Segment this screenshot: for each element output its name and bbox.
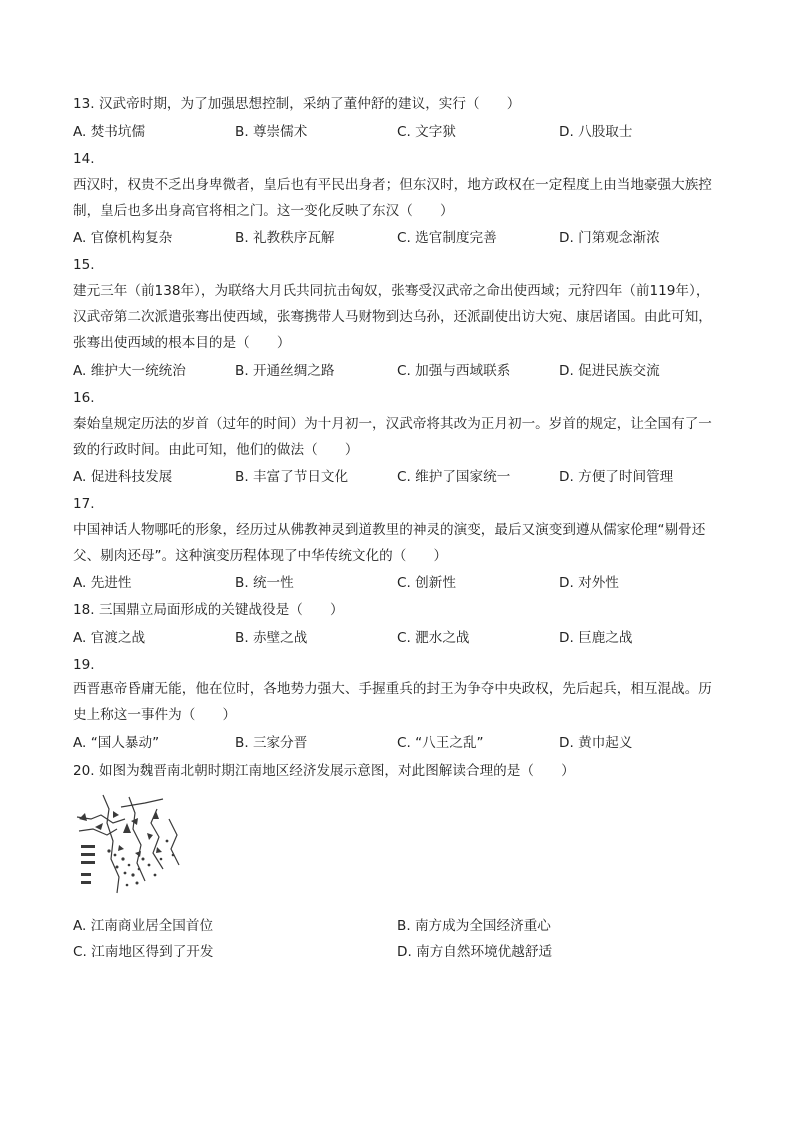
question-20-option-a[interactable]: A. 江南商业居全国首位 bbox=[73, 918, 214, 934]
question-18-option-b[interactable]: B. 赤壁之战 bbox=[235, 630, 308, 646]
question-19-option-d[interactable]: D. 黄巾起义 bbox=[559, 735, 633, 751]
question-16-option-c[interactable]: C. 维护了国家统一 bbox=[397, 469, 511, 485]
question-17-option-d[interactable]: D. 对外性 bbox=[559, 575, 619, 591]
question-19-number: 19. bbox=[73, 657, 95, 673]
question-13-option-a[interactable]: A. 焚书坑儒 bbox=[73, 124, 146, 140]
question-14-option-c[interactable]: C. 选官制度完善 bbox=[397, 230, 497, 246]
question-18-option-d[interactable]: D. 巨鹿之战 bbox=[559, 630, 633, 646]
question-16-stem: 秦始皇规定历法的岁首（过年的时间）为十月初一，汉武帝将其改为正月初一。岁首的规定，让全国有了一致的行政时间。由此可知，他们的做法（ ） bbox=[73, 416, 712, 458]
question-16-option-d[interactable]: D. 方便了时间管理 bbox=[559, 469, 674, 485]
question-18-stem: 18. 三国鼎立局面形成的关键战役是（ ） bbox=[73, 602, 344, 618]
question-15-number: 15. bbox=[73, 257, 95, 273]
question-19-option-b[interactable]: B. 三家分晋 bbox=[235, 735, 308, 751]
question-20-option-b[interactable]: B. 南方成为全国经济重心 bbox=[397, 918, 551, 934]
question-19-option-c[interactable]: C. “八王之乱” bbox=[397, 735, 484, 751]
question-13-stem: 13. 汉武帝时期，为了加强思想控制，采纳了董仲舒的建议，实行（ ） bbox=[73, 96, 521, 112]
question-17-option-a[interactable]: A. 先进性 bbox=[73, 575, 132, 591]
question-17-stem: 中国神话人物哪吒的形象，经历过从佛教神灵到道教里的神灵的演变，最后又演变到遵从儒家伦理“剔骨还父、剔肉还母”。这种演变历程体现了中华传统文化的（ ） bbox=[73, 522, 706, 564]
question-14-number: 14. bbox=[73, 151, 95, 167]
question-14-option-d[interactable]: D. 门第观念渐浓 bbox=[559, 230, 660, 246]
question-20-option-c[interactable]: C. 江南地区得到了开发 bbox=[73, 944, 214, 960]
coast-line bbox=[103, 795, 119, 893]
question-17-number: 17. bbox=[73, 496, 95, 512]
question-20-option-d[interactable]: D. 南方自然环境优越舒适 bbox=[397, 944, 553, 960]
question-13-option-c[interactable]: C. 文字狱 bbox=[397, 124, 456, 140]
question-15-option-d[interactable]: D. 促进民族交流 bbox=[559, 363, 660, 379]
question-17-option-b[interactable]: B. 统一性 bbox=[235, 575, 294, 591]
question-14-stem: 西汉时，权贵不乏出身卑微者，皇后也有平民出身者；但东汉时，地方政权在一定程度上由当地豪强大族控制，皇后也多出身高官将相之门。这一变化反映了东汉（ ） bbox=[73, 177, 712, 219]
question-13-option-d[interactable]: D. 八股取士 bbox=[559, 124, 633, 140]
question-15-option-b[interactable]: B. 开通丝绸之路 bbox=[235, 363, 335, 379]
question-14-option-a[interactable]: A. 官僚机构复杂 bbox=[73, 230, 173, 246]
question-14-option-b[interactable]: B. 礼教秩序瓦解 bbox=[235, 230, 335, 246]
question-13-option-b[interactable]: B. 尊崇儒术 bbox=[235, 124, 308, 140]
question-15-option-c[interactable]: C. 加强与西域联系 bbox=[397, 363, 511, 379]
question-17-option-c[interactable]: C. 创新性 bbox=[397, 575, 456, 591]
question-19-stem: 西晋惠帝昏庸无能，他在位时，各地势力强大、手握重兵的封王为争夺中央政权，先后起兵，相互混战。历史上称这一事件为（ ） bbox=[73, 681, 712, 723]
question-15-option-a[interactable]: A. 维护大一统统治 bbox=[73, 363, 186, 379]
question-15-stem: 建元三年（前138年），为联络大月氏共同抗击匈奴，张骞受汉武帝之命出使西域；元狩四年（前119年），汉武帝第二次派遣张骞出使西域，张骞携带人马财物到达乌孙，还派副使出访大宛、康居诸国。由此可知，张骞出使西域的根本目的是（ ） bbox=[73, 283, 712, 351]
question-16-number: 16. bbox=[73, 390, 95, 406]
question-20-stem: 20. 如图为魏晋南北朝时期江南地区经济发展示意图，对此图解读合理的是（ ） bbox=[73, 763, 575, 779]
jiangnan-economy-map-image bbox=[73, 789, 185, 899]
question-18-option-c[interactable]: C. 淝水之战 bbox=[397, 630, 470, 646]
question-16-option-b[interactable]: B. 丰富了节日文化 bbox=[235, 469, 349, 485]
question-18-option-a[interactable]: A. 官渡之战 bbox=[73, 630, 146, 646]
question-16-option-a[interactable]: A. 促进科技发展 bbox=[73, 469, 173, 485]
question-19-option-a[interactable]: A. “国人暴动” bbox=[73, 735, 160, 751]
